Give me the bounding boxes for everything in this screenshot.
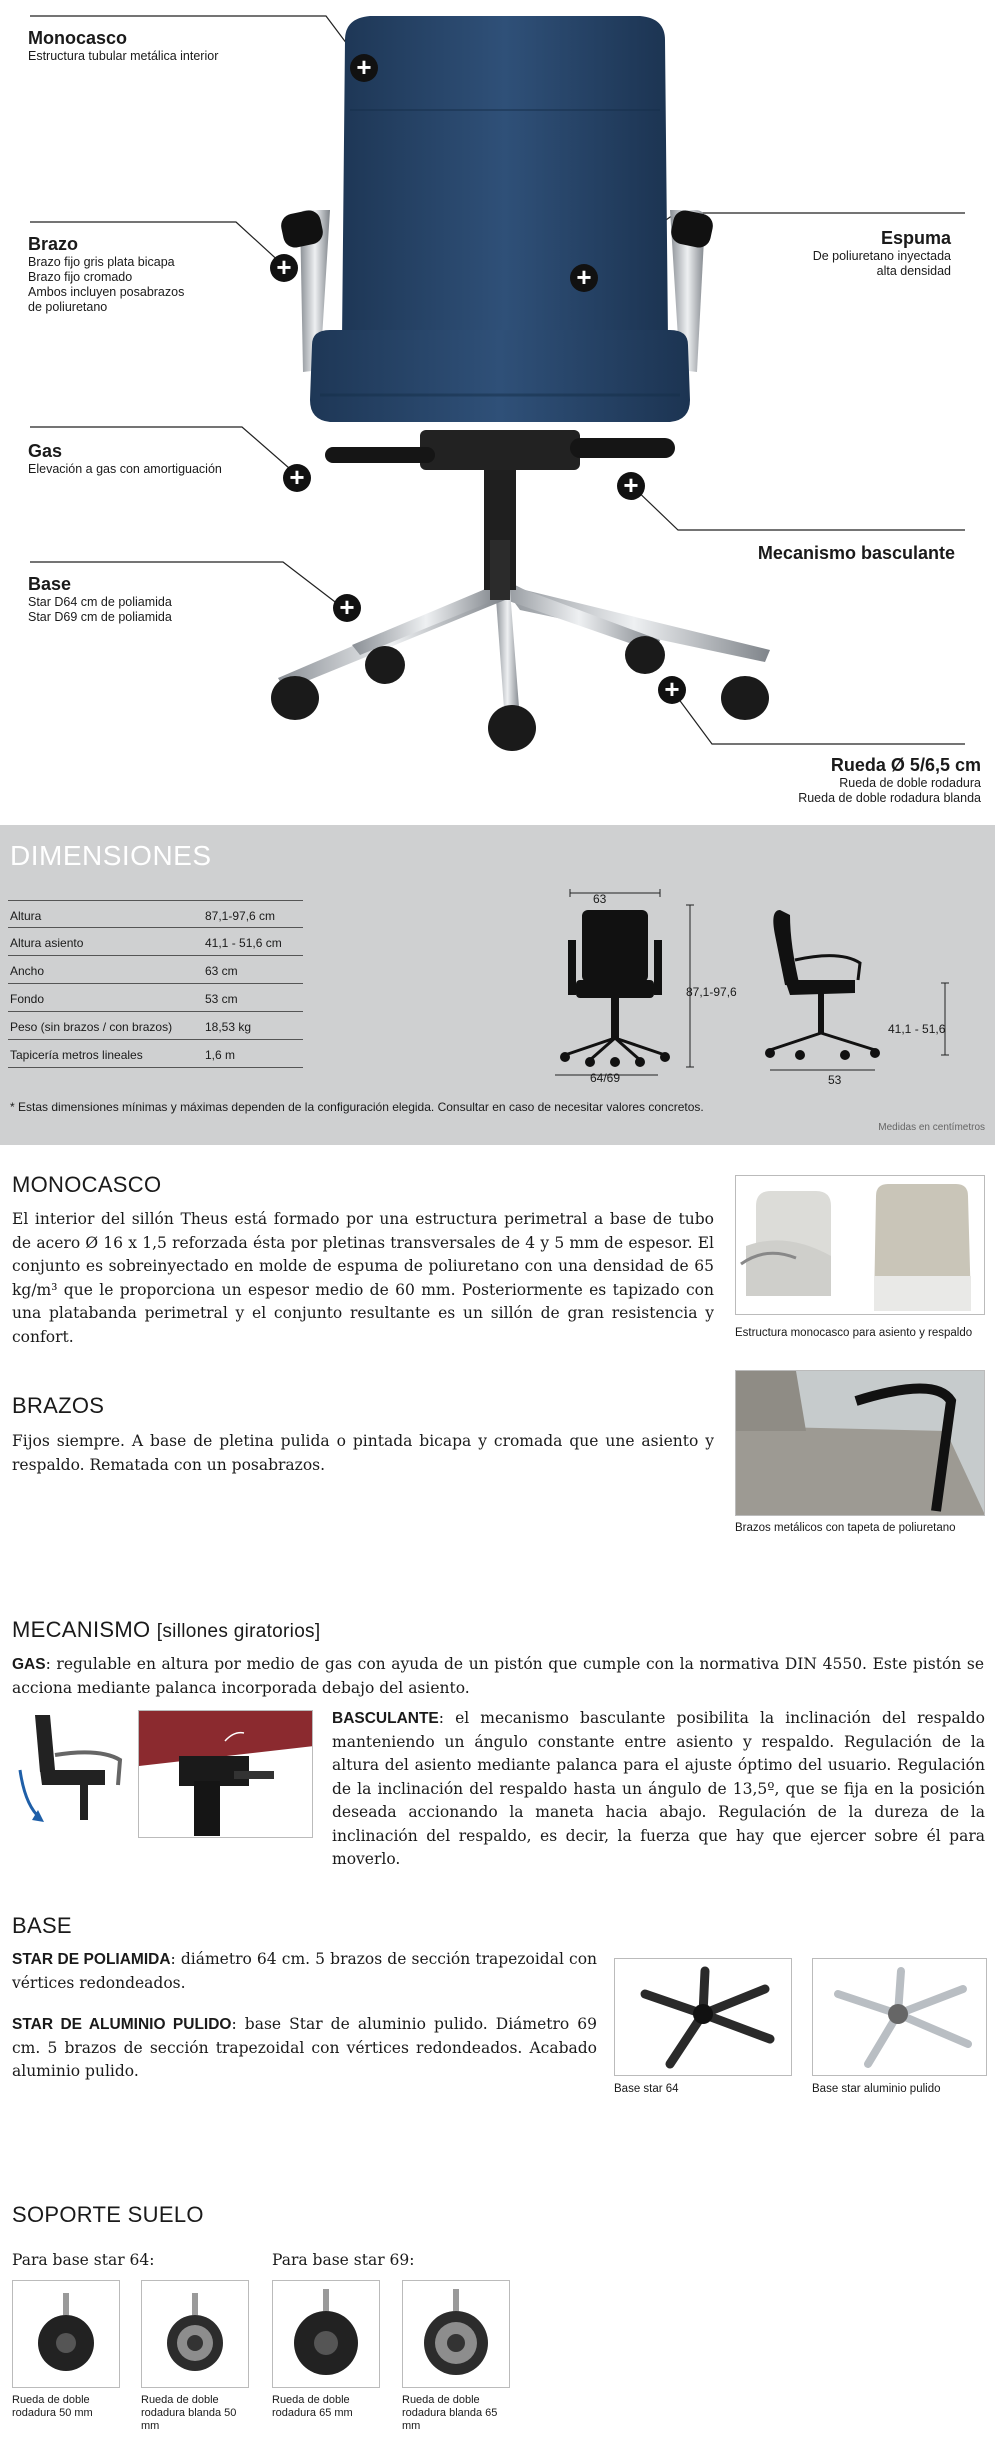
dim-key: Altura <box>10 909 42 923</box>
monocasco-title: MONOCASCO <box>12 1172 162 1197</box>
caster-caption-2: Rueda de doble rodadura blanda 50 mm <box>141 2394 237 2432</box>
monocasco-caption: Estructura monocasco para asiento y respaldo <box>735 1327 973 1339</box>
callout-espuma-title: Espuma <box>880 228 951 248</box>
callout-gas <box>28 441 222 477</box>
poliamida-label: STAR DE POLIAMIDA <box>12 1951 171 1968</box>
callout-base-line: Star D64 cm de poliamida <box>28 595 172 609</box>
callout-brazo-line: de poliuretano <box>28 300 108 314</box>
callout-brazo <box>28 234 184 315</box>
dim-value: 63 cm <box>205 964 238 978</box>
caster-photo-1 <box>12 2280 120 2388</box>
caster-caption-4: Rueda de doble rodadura blanda 65 mm <box>402 2394 498 2432</box>
dim-row <box>8 1012 303 1040</box>
callout-brazo-line: Ambos incluyen posabrazos <box>28 285 185 299</box>
callout-espuma-line: alta densidad <box>876 264 951 278</box>
dim-key: Tapicería metros lineales <box>10 1048 143 1062</box>
callout-monocasco-title: Monocasco <box>28 28 128 48</box>
brazo-plus-icon[interactable]: + <box>270 254 298 282</box>
mecanismo-plus-icon[interactable]: + <box>617 472 645 500</box>
dimensiones-note: * Estas dimensiones mínimas y máximas dependen de la configuración elegida. Consultar en caso de necesitar valores concretos. <box>10 1100 704 1114</box>
dim-value: 87,1-97,6 cm <box>205 909 276 923</box>
caster-photo-2 <box>141 2280 249 2388</box>
callout-monocasco-text: Estructura tubular metálica interior <box>28 49 219 63</box>
monocasco-plus-icon[interactable]: + <box>350 54 378 82</box>
callout-brazo-title: Brazo <box>28 234 79 254</box>
callout-espuma <box>813 228 951 279</box>
callout-mecanismo-title: Mecanismo basculante <box>757 543 955 563</box>
dim-label-asiento: 41,1 - 51,6 <box>888 1022 946 1036</box>
poliamida-text: : diámetro 64 cm. 5 brazos de sección trapezoidal con vértices redondeados. <box>12 1950 598 1992</box>
dim-label-fondo: 53 <box>828 1073 842 1087</box>
base-star-64-photo <box>614 1958 792 2076</box>
dim-label-base: 64/69 <box>590 1071 621 1085</box>
mecanismo-subtitle: [sillones giratorios] <box>156 1621 321 1642</box>
caster-photo-3 <box>272 2280 380 2388</box>
dim-value: 1,6 m <box>205 1048 236 1062</box>
mecanismo-diagram <box>10 1710 130 1840</box>
brazos-photo <box>735 1370 985 1516</box>
base-title: BASE <box>12 1913 72 1938</box>
basculante-text: : el mecanismo basculante posibilita la inclinación del respaldo manteniendo un ángulo constante entre asiento y respaldo. Regulación de la altura del asiento mediante palanca para el ajuste óptimo del usuario. Regulación de la inclinación del respaldo hasta un ángulo de 13,5º, que se fija en la posición deseada accionando la maneta hacia abajo. Regulación de la dureza de la inclinación del respaldo, es decir, la fuerza que hay que ejercer sobre él para moverlo. <box>332 1709 985 1868</box>
callout-rueda-line: Rueda de doble rodadura blanda <box>798 791 981 805</box>
dim-key: Altura asiento <box>10 936 84 950</box>
mecanismo-photo <box>138 1710 313 1838</box>
caster-photo-4 <box>402 2280 510 2388</box>
callout-gas-title: Gas <box>28 441 63 461</box>
dim-row <box>8 1040 303 1068</box>
soporte-title: SOPORTE SUELO <box>12 2202 204 2227</box>
base-star-aluminio-caption: Base star aluminio pulido <box>812 2083 941 2095</box>
callout-brazo-line: Brazo fijo gris plata bicapa <box>28 255 175 269</box>
callout-base-title: Base <box>28 574 72 594</box>
basculante-label: BASCULANTE <box>332 1710 439 1727</box>
dimensiones-title: DIMENSIONES <box>10 840 212 871</box>
dim-row <box>8 928 303 956</box>
base-aluminio-text <box>12 2013 597 2084</box>
mecanismo-title <box>12 1617 320 1643</box>
brazos-caption: Brazos metálicos con tapeta de poliuretano <box>735 1522 956 1534</box>
mecanismo-basculante-text <box>332 1707 985 1872</box>
rueda-plus-icon[interactable]: + <box>658 676 686 704</box>
brazos-body: Fijos siempre. A base de pletina pulida o pintada bicapa y cromada que une asiento y respaldo. Rematada con un posabrazos. <box>12 1432 714 1474</box>
callout-espuma-line: De poliuretano inyectada <box>812 249 951 263</box>
caster-caption-3: Rueda de doble rodadura 65 mm <box>272 2394 353 2419</box>
callout-base-line: Star D69 cm de poliamida <box>28 610 172 624</box>
aluminio-text: : base Star de aluminio pulido. Diámetro 69 cm. 5 brazos de sección trapezoidal con vértices redondeados. Acabado aluminio pulido. <box>12 2015 598 2080</box>
callout-rueda-line: Rueda de doble rodadura <box>839 776 981 790</box>
callout-rueda-title: Rueda Ø 5/6,5 cm <box>830 755 981 775</box>
dim-value: 18,53 kg <box>205 1020 252 1034</box>
mecanismo-gas-text <box>12 1653 984 1700</box>
brazos-title: BRAZOS <box>12 1393 105 1418</box>
callout-mecanismo <box>758 543 955 564</box>
dim-key: Ancho <box>10 964 45 978</box>
dim-label-altura: 87,1-97,6 <box>686 985 737 999</box>
dimensiones-band <box>0 825 995 1145</box>
gas-text: : regulable en altura por medio de gas con ayuda de un pistón que cumple con la normativa DIN 4550. Este pistón se acciona mediante palanca incorporada debajo del asiento. <box>12 1655 984 1697</box>
monocasco-photo <box>735 1175 985 1315</box>
callout-gas-text: Elevación a gas con amortiguación <box>28 462 222 476</box>
dim-row <box>8 984 303 1012</box>
side-view-drawing <box>760 905 970 1085</box>
dim-label-ancho: 63 <box>593 892 607 906</box>
dim-value: 53 cm <box>205 992 238 1006</box>
mecanismo-title-main: MECANISMO <box>12 1617 151 1642</box>
aluminio-label: STAR DE ALUMINIO PULIDO <box>12 2016 232 2033</box>
callout-rueda <box>798 755 981 806</box>
caster-caption-1: Rueda de doble rodadura 50 mm <box>12 2394 93 2419</box>
callout-brazo-line: Brazo fijo cromado <box>28 270 133 284</box>
dim-row <box>8 900 303 928</box>
callout-monocasco <box>28 28 218 64</box>
gas-label: GAS <box>12 1656 46 1673</box>
chair-illustration <box>0 0 995 820</box>
monocasco-body: El interior del sillón Theus está formado por una estructura perimetral a base de tubo de acero Ø 16 x 1,5 reforzada ésta por pletinas transversales de 4 y 5 mm de espesor. El conjunto es sobreinyectado en molde de espuma de poliuretano con una densidad de 65 kg/m³ que le proporciona un espesor medio de 60 mm. Posteriormente es tapizado con una platabanda perimetral y el conjunto resultante es un sillón de gran resistencia y confort. <box>12 1210 714 1346</box>
gas-plus-icon[interactable]: + <box>283 464 311 492</box>
dimensiones-units: Medidas en centímetros <box>878 1122 985 1133</box>
soporte-group-64: Para base star 64: <box>12 2251 155 2269</box>
dim-value: 41,1 - 51,6 cm <box>205 936 282 950</box>
base-star-aluminio-photo <box>812 1958 987 2076</box>
base-star-64-caption: Base star 64 <box>614 2083 679 2095</box>
dim-row <box>8 956 303 984</box>
base-poliamida-text <box>12 1948 597 1995</box>
base-plus-icon[interactable]: + <box>333 594 361 622</box>
espuma-plus-icon[interactable]: + <box>570 264 598 292</box>
dim-key: Fondo <box>10 992 45 1006</box>
soporte-group-69: Para base star 69: <box>272 2251 415 2269</box>
callout-base <box>28 574 172 625</box>
dim-key: Peso (sin brazos / con brazos) <box>10 1020 173 1034</box>
